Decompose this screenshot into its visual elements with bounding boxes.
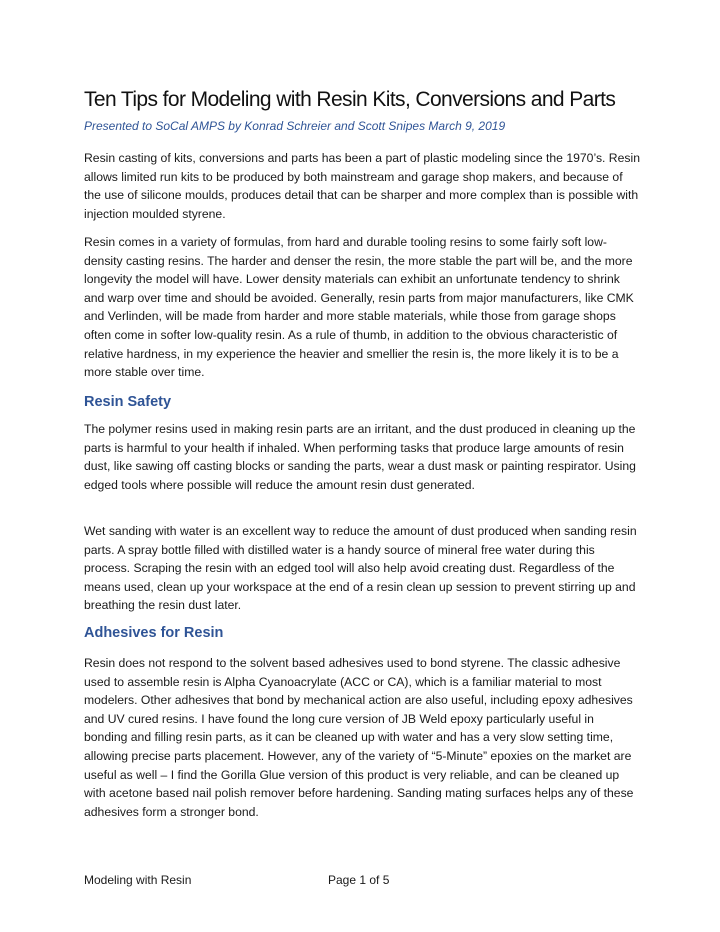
- intro-paragraph-1: Resin casting of kits, conversions and parts has been a part of plastic modeling since the 1970’s. Resin allows limited run kits to be produced by both mainstream and garage shop makers, and because of the use of silicone moulds, produces detail that can be sharper and more complex than is possible with injection moulded styrene.: [84, 151, 640, 221]
- document-subtitle: Presented to SoCal AMPS by Konrad Schreier and Scott Snipes March 9, 2019: [84, 119, 506, 133]
- footer-document-name: Modeling with Resin: [84, 873, 192, 887]
- section-heading-resin-safety: Resin Safety: [84, 394, 172, 410]
- intro-paragraph-2: Resin comes in a variety of formulas, from hard and durable tooling resins to some fairly soft low-density casting resins. The harder and denser the resin, the more stable the part will be, and the more longevity the model will have. Lower density materials can exhibit an unfortunate tendency to shrink and warp over time and should be avoided. Generally, resin parts from major manufacturers, like CMK and Verlinden, will be made from harder and more stable materials, while those from garage shops often come in softer low-quality resin. As a rule of thumb, in addition to the obvious characteristic of relative hardness, in my experience the heavier and smellier the resin is, the more likely it is to be a more stable over time.: [84, 235, 634, 380]
- adhesives-paragraph-1: Resin does not respond to the solvent based adhesives used to bond styrene. The classic adhesive used to assemble resin is Alpha Cyanoacrylate (ACC or CA), which is a familiar material to most modelers. Other adhesives that bond by mechanical action are also useful, including epoxy adhesives and UV cured resins. I have found the long cure version of JB Weld epoxy particularly useful in bonding and filling resin parts, as it can be cleaned up with water and has a very slow setting time, allowing precise parts placement. However, any of the variety of “5-Minute” epoxies on the market are useful as well – I find the Gorilla Glue version of this product is very reliable, and can be cleaned up with acetone based nail polish remover before hardening. Sanding mating surfaces helps any of these adhesives form a stronger bond.: [84, 656, 634, 819]
- footer-page-number: Page 1 of 5: [328, 873, 390, 887]
- resin-safety-paragraph-2: Wet sanding with water is an excellent way to reduce the amount of dust produced when sanding resin parts. A spray bottle filled with distilled water is a handy source of mineral free water during this process. Scraping the resin with an edged tool will also help avoid creating dust. Regardless of the means used, clean up your workspace at the end of a resin clean up session to prevent stirring up and breathing the resin dust later.: [84, 524, 637, 613]
- resin-safety-paragraph-1: The polymer resins used in making resin parts are an irritant, and the dust produced in cleaning up the parts is harmful to your health if inhaled. When performing tasks that produce large amounts of resin dust, like sawing off casting blocks or sanding the parts, wear a dust mask or painting respirator. Using edged tools where possible will reduce the amount resin dust generated.: [84, 422, 636, 492]
- document-title: Ten Tips for Modeling with Resin Kits, Conversions and Parts: [84, 88, 616, 111]
- section-heading-adhesives: Adhesives for Resin: [84, 625, 224, 641]
